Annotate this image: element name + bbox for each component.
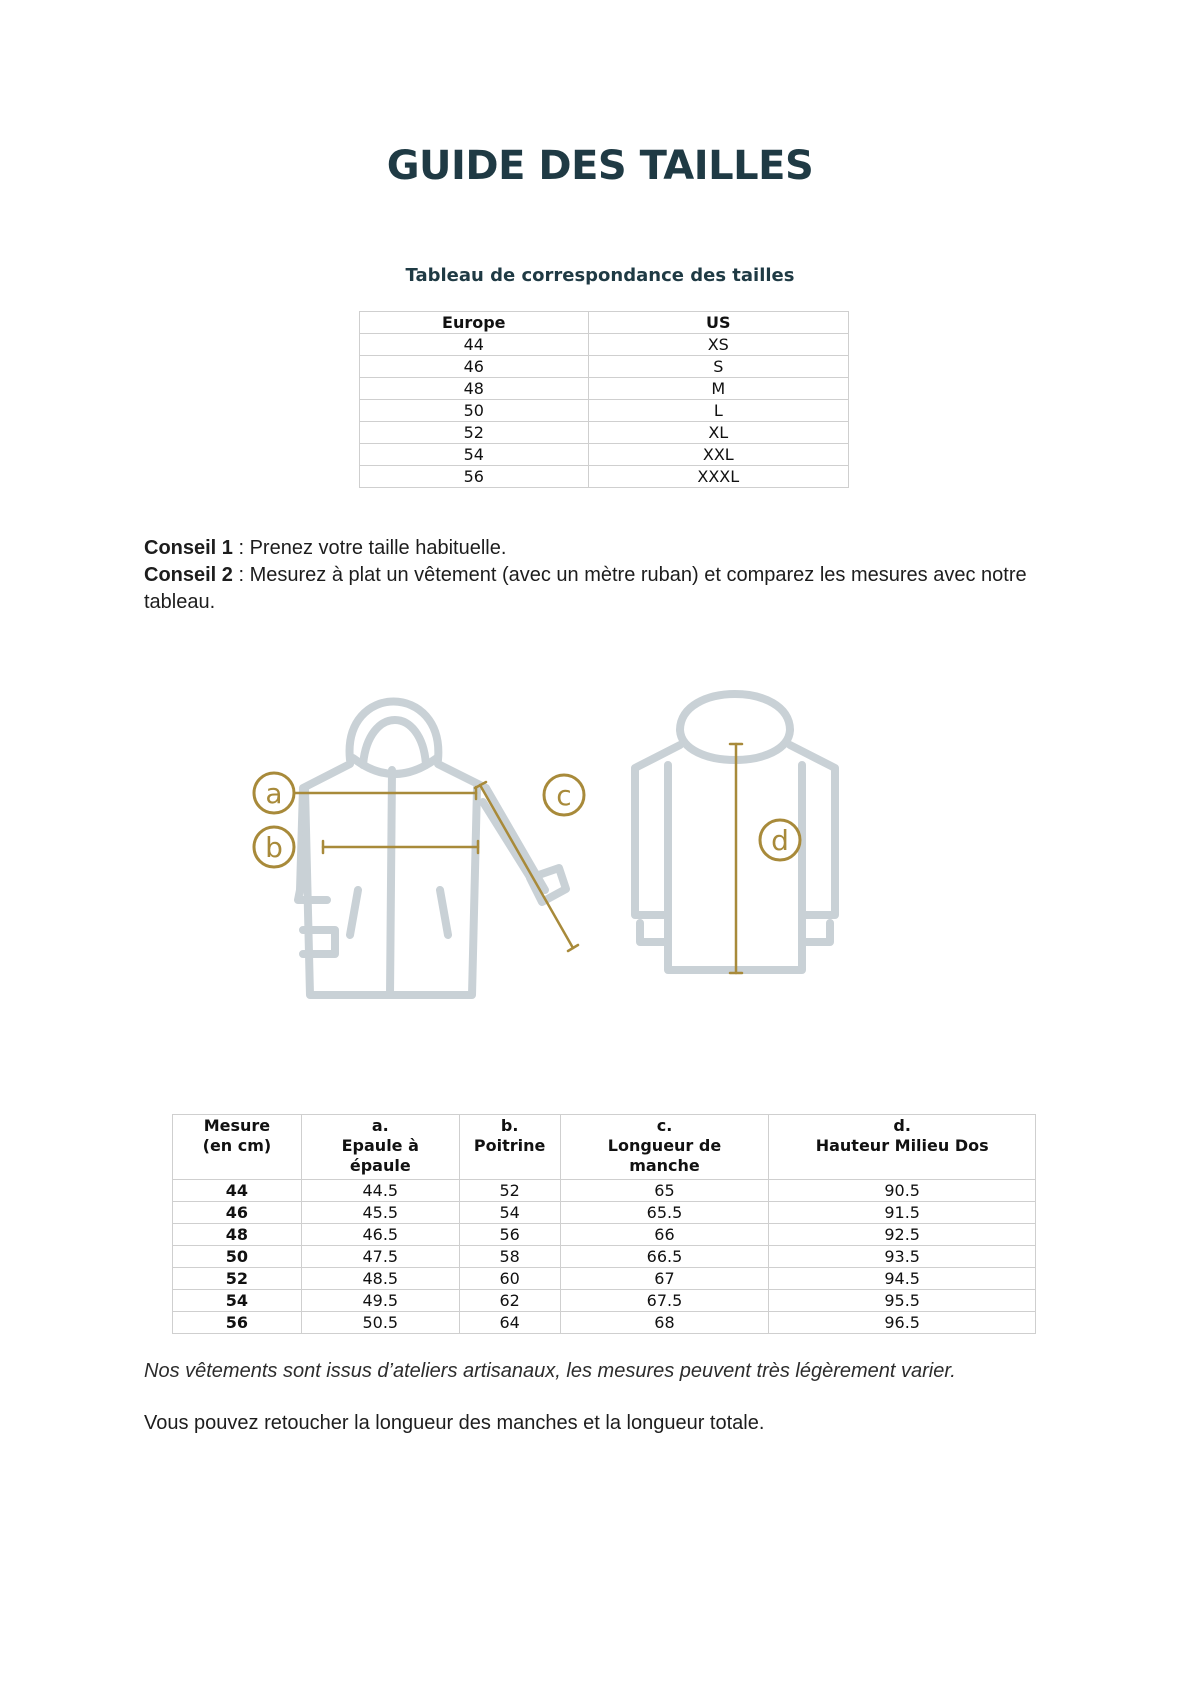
header-poitrine xyxy=(459,1115,560,1180)
us-size: XL xyxy=(588,422,848,444)
dos-cell: 94.5 xyxy=(769,1268,1036,1290)
table-row xyxy=(173,1246,1036,1268)
size-cell: 44 xyxy=(173,1180,302,1202)
retouch-note: Vous pouvez retoucher la longueur des manches et la longueur totale. xyxy=(144,1412,765,1434)
poitrine-cell: 52 xyxy=(459,1180,560,1202)
table-row xyxy=(360,400,849,422)
tip-1-label: Conseil 1 xyxy=(144,537,233,559)
table-header-row xyxy=(173,1115,1036,1180)
manche-cell: 66.5 xyxy=(560,1246,769,1268)
us-size: XXL xyxy=(588,444,848,466)
header-line: a. xyxy=(371,1116,389,1135)
table-row xyxy=(360,444,849,466)
table-row xyxy=(360,466,849,488)
epaule-cell: 49.5 xyxy=(301,1290,459,1312)
table-row xyxy=(360,356,849,378)
header-line: c. xyxy=(656,1116,673,1135)
measurement-lines xyxy=(278,744,742,973)
size-cell: 54 xyxy=(173,1290,302,1312)
marker-b xyxy=(254,827,294,867)
dos-cell: 95.5 xyxy=(769,1290,1036,1312)
marker-a-label: a xyxy=(265,777,283,810)
marker-c xyxy=(544,775,584,815)
manche-cell: 65.5 xyxy=(560,1202,769,1224)
manche-cell: 66 xyxy=(560,1224,769,1246)
epaule-cell: 45.5 xyxy=(301,1202,459,1224)
size-cell: 56 xyxy=(173,1312,302,1334)
europe-size: 50 xyxy=(360,400,589,422)
header-epaule xyxy=(301,1115,459,1180)
dos-cell: 93.5 xyxy=(769,1246,1036,1268)
poitrine-cell: 62 xyxy=(459,1290,560,1312)
marker-d xyxy=(760,820,800,860)
table-row xyxy=(173,1268,1036,1290)
dos-cell: 92.5 xyxy=(769,1224,1036,1246)
poitrine-cell: 58 xyxy=(459,1246,560,1268)
header-line: (en cm) xyxy=(202,1136,272,1155)
tip-1 xyxy=(144,535,1064,562)
header-line: Hauteur Milieu Dos xyxy=(815,1136,989,1155)
europe-size: 48 xyxy=(360,378,589,400)
header-line: Epaule à xyxy=(341,1136,419,1155)
correspondence-table-title: Tableau de correspondance des tailles xyxy=(405,265,795,286)
tip-2-text: : Mesurez à plat un vêtement (avec un mètre ruban) et comparez les mesures avec notre tableau. xyxy=(144,564,1027,613)
size-cell: 48 xyxy=(173,1224,302,1246)
poitrine-cell: 54 xyxy=(459,1202,560,1224)
table-row xyxy=(173,1202,1036,1224)
us-size: XXXL xyxy=(588,466,848,488)
europe-size: 54 xyxy=(360,444,589,466)
europe-size: 52 xyxy=(360,422,589,444)
page-title: GUIDE DES TAILLES xyxy=(386,143,814,189)
tip-1-text: : Prenez votre taille habituelle. xyxy=(232,537,507,559)
header-mesure xyxy=(173,1115,302,1180)
manche-cell: 65 xyxy=(560,1180,769,1202)
epaule-cell: 46.5 xyxy=(301,1224,459,1246)
us-size: S xyxy=(588,356,848,378)
poitrine-cell: 60 xyxy=(459,1268,560,1290)
marker-b-label: b xyxy=(265,831,283,864)
header-line: Longueur de xyxy=(607,1136,722,1155)
epaule-cell: 50.5 xyxy=(301,1312,459,1334)
manche-cell: 67 xyxy=(560,1268,769,1290)
header-line: Mesure xyxy=(203,1116,271,1135)
dos-cell: 91.5 xyxy=(769,1202,1036,1224)
marker-a xyxy=(254,773,294,813)
table-row xyxy=(360,334,849,356)
artisanal-note: Nos vêtements sont issus d’ateliers artisanaux, les mesures peuvent très légèrement varier. xyxy=(144,1360,956,1382)
size-cell: 52 xyxy=(173,1268,302,1290)
table-row xyxy=(173,1312,1036,1334)
poitrine-cell: 64 xyxy=(459,1312,560,1334)
header-us: US xyxy=(588,312,848,334)
header-line: b. xyxy=(500,1116,519,1135)
size-cell: 50 xyxy=(173,1246,302,1268)
table-row xyxy=(360,378,849,400)
epaule-cell: 48.5 xyxy=(301,1268,459,1290)
epaule-cell: 47.5 xyxy=(301,1246,459,1268)
header-line: d. xyxy=(893,1116,911,1135)
tips-section xyxy=(144,535,1064,616)
europe-size: 56 xyxy=(360,466,589,488)
size-cell: 46 xyxy=(173,1202,302,1224)
measurements-table xyxy=(172,1114,1036,1334)
header-hauteur-dos xyxy=(769,1115,1036,1180)
table-header-row xyxy=(360,312,849,334)
size-correspondence-table xyxy=(359,311,849,488)
tip-2-label: Conseil 2 xyxy=(144,564,233,586)
table-row xyxy=(173,1180,1036,1202)
dos-cell: 90.5 xyxy=(769,1180,1036,1202)
measurement-illustration xyxy=(230,690,930,1010)
header-line: Poitrine xyxy=(473,1136,546,1155)
manche-cell: 67.5 xyxy=(560,1290,769,1312)
dos-cell: 96.5 xyxy=(769,1312,1036,1334)
header-line: manche xyxy=(629,1156,700,1175)
marker-c-label: c xyxy=(556,779,572,812)
us-size: M xyxy=(588,378,848,400)
table-row xyxy=(173,1290,1036,1312)
header-longueur-manche xyxy=(560,1115,769,1180)
table-row xyxy=(360,422,849,444)
header-line: épaule xyxy=(349,1156,411,1175)
poitrine-cell: 56 xyxy=(459,1224,560,1246)
europe-size: 44 xyxy=(360,334,589,356)
epaule-cell: 44.5 xyxy=(301,1180,459,1202)
header-europe: Europe xyxy=(360,312,589,334)
marker-d-label: d xyxy=(771,824,789,857)
table-row xyxy=(173,1224,1036,1246)
tip-2 xyxy=(144,562,1064,616)
us-size: L xyxy=(588,400,848,422)
europe-size: 46 xyxy=(360,356,589,378)
us-size: XS xyxy=(588,334,848,356)
manche-cell: 68 xyxy=(560,1312,769,1334)
